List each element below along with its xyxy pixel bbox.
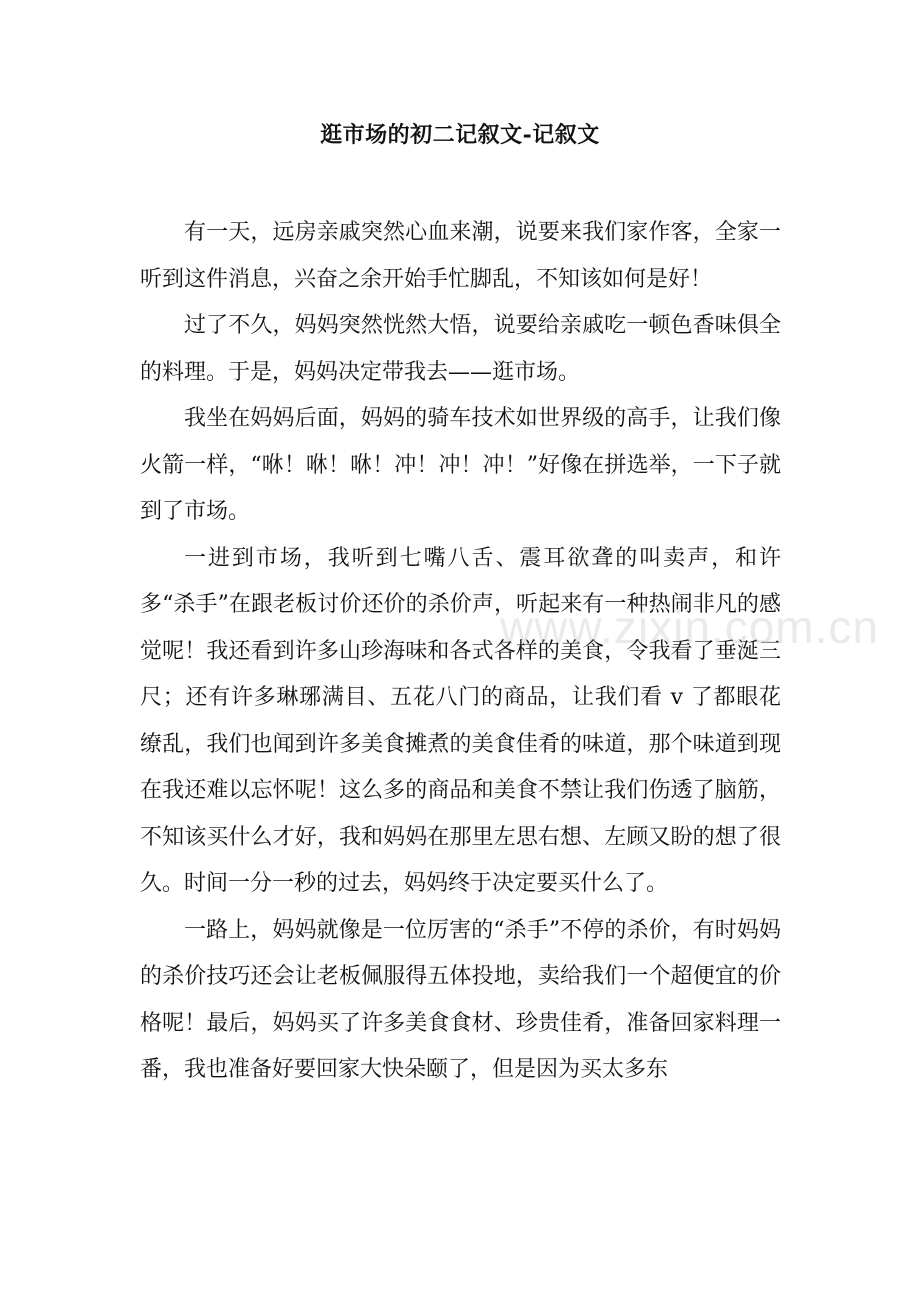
watermark: www.zixin.com.cn [500, 601, 879, 653]
paragraph: 一进到市场，我听到七嘴八舌、震耳欲聋的叫卖声，和许多“杀手”在跟老板讨价还价的杀价声，听起来有一种热闹非凡的感觉呢！我还看到许多山珍海味和各式各样的美食，令我看了垂涎三尺；还有许多琳琊满目、五花八门的商品，让我们看 v 了都眼花缭乱，我们也闻到许多美食摊煮的美食佳肴的味道，那个味道到现在我还难以忘怀呢！这么多的商品和美食不禁让我们伤透了脑筋，不知该买什么才好，我和妈妈在那里左思右想、左顾又盼的想了很久。时间一分一秒的过去，妈妈终于决定要买什么了。 [140, 545, 781, 896]
paragraph: 一路上，妈妈就像是一位厉害的“杀手”不停的杀价，有时妈妈的杀价技巧还会让老板佩服得五体投地，卖给我们一个超便宜的价格呢！最后，妈妈买了许多美食食材、珍贵佳肴，准备回家料理一番，我也准备好要回家大快朵颐了，但是因为买太多东 [140, 917, 781, 1082]
paragraph: 我坐在妈妈后面，妈妈的骑车技术如世界级的高手，让我们像火箭一样，“咻！咻！咻！冲！冲！冲！”好像在拼选举，一下子就到了市场。 [140, 406, 781, 524]
paragraph: 过了不久，妈妈突然恍然大悟，说要给亲戚吃一顿色香味俱全的料理。于是，妈妈决定带我去——逛市场。 [140, 313, 781, 385]
paragraph: 有一天，远房亲戚突然心血来潮，说要来我们家作客，全家一听到这件消息，兴奋之余开始手忙脚乱，不知该如何是好！ [140, 220, 781, 292]
document-title: 逛市场的初二记叙文-记叙文 [320, 122, 600, 148]
document-body [140, 210, 781, 1094]
